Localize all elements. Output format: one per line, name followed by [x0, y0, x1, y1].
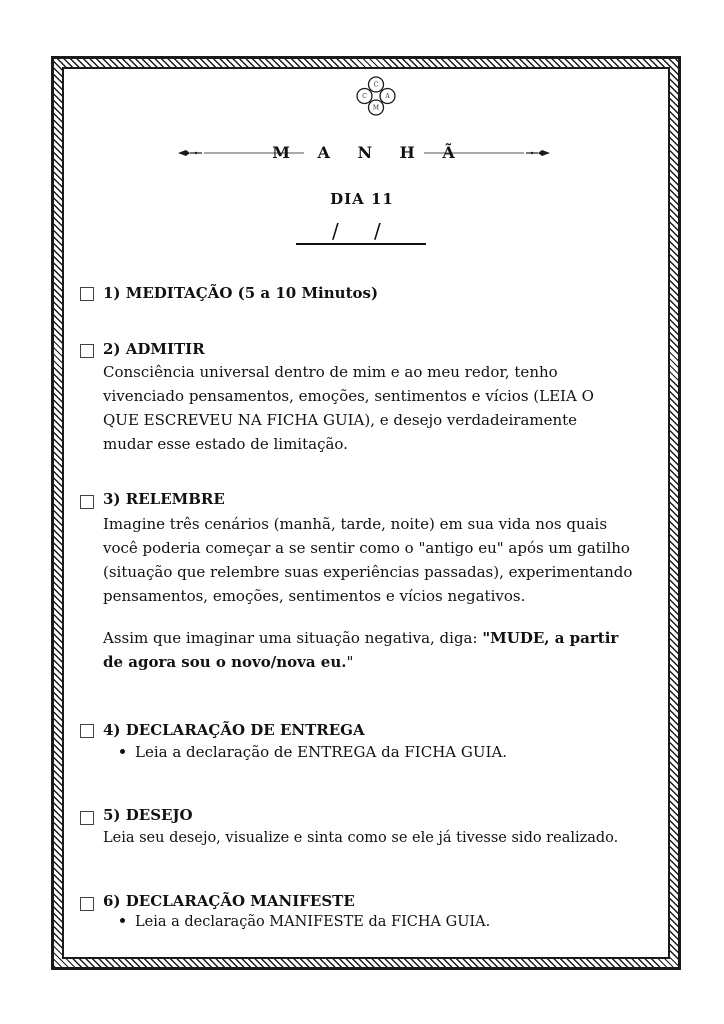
checkbox[interactable] [80, 287, 94, 301]
date-field[interactable] [296, 215, 426, 247]
item-heading: 4) DECLARAÇÃO DE ENTREGA [103, 721, 365, 739]
checkbox[interactable] [80, 344, 94, 358]
item-heading: 6) DECLARAÇÃO MANIFESTE [103, 892, 355, 910]
logo-letter-left: C [362, 93, 367, 100]
right-ornament-icon [422, 147, 552, 159]
page-title: M A N H Ã [272, 143, 466, 162]
bullet-item: Leia a declaração de ENTREGA da FICHA GUIA. [120, 743, 507, 761]
text-line: Assim que imaginar uma situação negativa, diga: "MUDE, a partir [103, 629, 619, 647]
logo-letter-right: A [385, 93, 390, 100]
text-line: pensamentos, emoções, sentimentos e vícios negativos. [103, 587, 526, 605]
checkbox[interactable] [80, 495, 94, 509]
text-line: mudar esse estado de limitação. [103, 435, 348, 453]
text-line: Imagine três cenários (manhã, tarde, noite) em sua vida nos quais [103, 515, 608, 533]
item-heading: 3) RELEMBRE [103, 490, 225, 508]
item-heading: 5) DESEJO [103, 806, 193, 824]
day-label: DIA 11 [330, 190, 394, 208]
text-line: você poderia começar a se sentir como o "antigo eu" após um gatilho [103, 539, 630, 557]
item-heading: 1) MEDITAÇÃO (5 a 10 Minutos) [103, 284, 379, 302]
text-line: Consciência universal dentro de mim e ao meu redor, tenho [103, 363, 558, 381]
logo-letter-bottom: M [372, 104, 380, 112]
logo-icon [354, 74, 398, 118]
item-heading: 2) ADMITIR [103, 340, 205, 358]
item-text [103, 512, 653, 674]
date-separator: / [374, 219, 381, 243]
date-underline [296, 243, 426, 245]
text-line: de agora sou o novo/nova eu." [103, 653, 354, 671]
item-text [103, 360, 653, 456]
text-line: (situação que relembre suas experiências passadas), experimentando [103, 563, 633, 581]
bullet-icon [120, 918, 125, 923]
date-separator: / [332, 219, 339, 243]
bullet-item: Leia a declaração MANIFESTE da FICHA GUIA. [120, 914, 490, 930]
text-line: vivenciado pensamentos, emoções, sentimentos e vícios (LEIA O [103, 387, 594, 405]
checkbox[interactable] [80, 811, 94, 825]
checkbox[interactable] [80, 897, 94, 911]
item-text: Leia seu desejo, visualize e sinta como se ele já tivesse sido realizado. [103, 830, 619, 846]
logo-letter-top: C [373, 81, 379, 89]
title-row [176, 142, 552, 164]
bullet-icon [120, 749, 125, 754]
checkbox[interactable] [80, 724, 94, 738]
text-line: QUE ESCREVEU NA FICHA GUIA), e desejo verdadeiramente [103, 411, 578, 429]
